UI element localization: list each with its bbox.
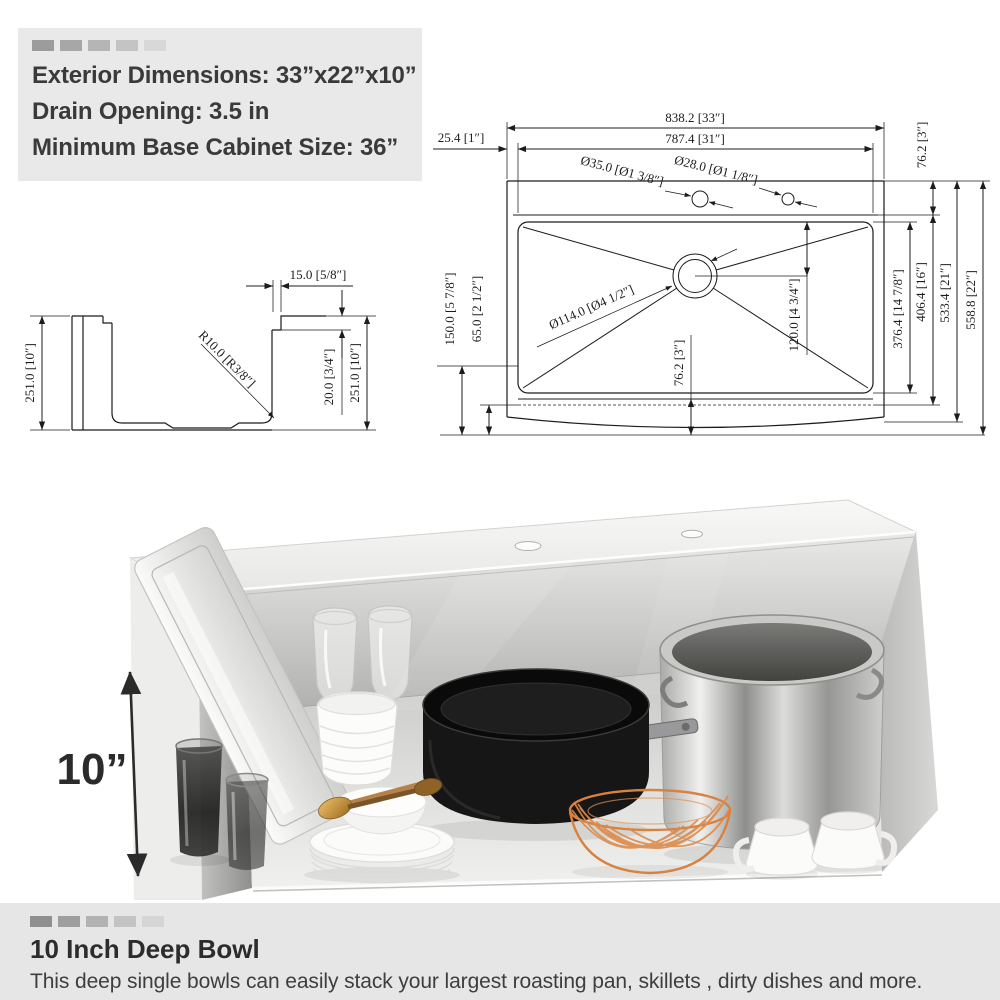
info-line-cabinet: Minimum Base Cabinet Size: 36” [32, 134, 399, 161]
svg-text:76.2 [3″]: 76.2 [3″] [671, 339, 686, 387]
depth-callout [57, 672, 138, 876]
svg-text:251.0 [10″]: 251.0 [10″] [347, 343, 362, 403]
svg-text:838.2 [33″]: 838.2 [33″] [665, 110, 725, 125]
sink-top-outline [507, 181, 884, 428]
section-view-drawing [20, 250, 420, 450]
dim-drain [537, 249, 737, 347]
dim-deck-depth [914, 122, 933, 215]
footer-body: This deep single bowls can easily stack your largest roasting pan, skillets , dirty dishes and more. [30, 970, 923, 993]
photo-faucet-hole-2 [682, 530, 703, 538]
dim-apron-150 [442, 273, 462, 435]
info-line-drain: Drain Opening: 3.5 in [32, 98, 270, 125]
decor-square [86, 916, 108, 927]
dim-drain-offset [786, 222, 807, 355]
svg-text:76.2 [3″]: 76.2 [3″] [914, 121, 929, 169]
info-line-exterior: Exterior Dimensions: 33”x22”x10” [32, 62, 417, 89]
dim-section-corner-radius [196, 327, 274, 418]
svg-text:R10.0 [R3/8″]: R10.0 [R3/8″] [195, 327, 259, 391]
top-view-drawing [425, 95, 1000, 460]
dim-section-lip-drop [321, 290, 342, 415]
dim-bowl-outer-depth [913, 215, 933, 405]
dim-edge-offset [433, 130, 507, 149]
decor-square [30, 916, 52, 927]
dim-overall-width [507, 110, 884, 128]
dim-inner-width [518, 131, 873, 149]
footer-strip [0, 903, 1000, 1000]
info-panel [18, 28, 422, 181]
dim-section-right-height [347, 316, 367, 430]
champagne-glass [313, 608, 357, 702]
dim-bowl-inner-depth [890, 222, 910, 393]
svg-text:Ø35.0 [Ø1 3/8″]: Ø35.0 [Ø1 3/8″] [579, 152, 666, 189]
decor-square [144, 40, 166, 51]
svg-text:Ø28.0 [Ø1 1/8″]: Ø28.0 [Ø1 1/8″] [672, 152, 760, 188]
decor-square [58, 916, 80, 927]
svg-text:251.0 [10″]: 251.0 [10″] [22, 343, 37, 403]
svg-text:Ø114.0 [Ø4 1/2″]: Ø114.0 [Ø4 1/2″] [546, 281, 636, 333]
decor-square [32, 40, 54, 51]
footer-heading: 10 Inch Deep Bowl [30, 934, 260, 964]
decor-square [60, 40, 82, 51]
svg-text:65.0 [2 1/2″]: 65.0 [2 1/2″] [469, 275, 484, 343]
svg-text:406.4 [16″]: 406.4 [16″] [913, 262, 928, 322]
photo-faucet-hole-1 [515, 542, 541, 551]
product-photo [30, 480, 970, 900]
svg-text:15.0 [5/8″]: 15.0 [5/8″] [289, 267, 347, 282]
dim-hole-small [673, 152, 817, 207]
decor-squares-top [32, 40, 422, 51]
tumbler [176, 739, 222, 857]
bowl-stack [317, 692, 397, 785]
svg-text:787.4 [31″]: 787.4 [31″] [665, 131, 725, 146]
champagne-glass [368, 606, 412, 700]
decor-square [142, 916, 164, 927]
faucet-hole-small [782, 193, 794, 205]
decor-square [116, 40, 138, 51]
dim-front-rail [671, 335, 691, 435]
section-outline [72, 316, 326, 430]
svg-text:150.0 [5 7/8″]: 150.0 [5 7/8″] [442, 272, 457, 346]
tumbler [226, 774, 268, 871]
dim-section-lip-width [246, 267, 353, 286]
svg-text:25.4 [1″]: 25.4 [1″] [437, 130, 485, 145]
dim-apron-65 [469, 276, 489, 435]
svg-text:20.0 [3/4″]: 20.0 [3/4″] [321, 348, 336, 406]
faucet-hole-large [692, 191, 708, 207]
decor-squares-bottom [30, 916, 1000, 927]
svg-text:558.8 [22″]: 558.8 [22″] [963, 270, 978, 330]
decor-square [88, 40, 110, 51]
info-lines [32, 58, 422, 166]
svg-text:120.0 [4 3/4″]: 120.0 [4 3/4″] [786, 278, 801, 352]
decor-square [114, 916, 136, 927]
depth-label: 10” [56, 745, 128, 794]
dim-section-left-height [22, 316, 42, 430]
svg-text:533.4 [21″]: 533.4 [21″] [937, 263, 952, 323]
dim-body-depth [937, 181, 957, 422]
dim-overall-depth [963, 181, 983, 435]
svg-text:376.4 [14 7/8″]: 376.4 [14 7/8″] [890, 269, 905, 349]
